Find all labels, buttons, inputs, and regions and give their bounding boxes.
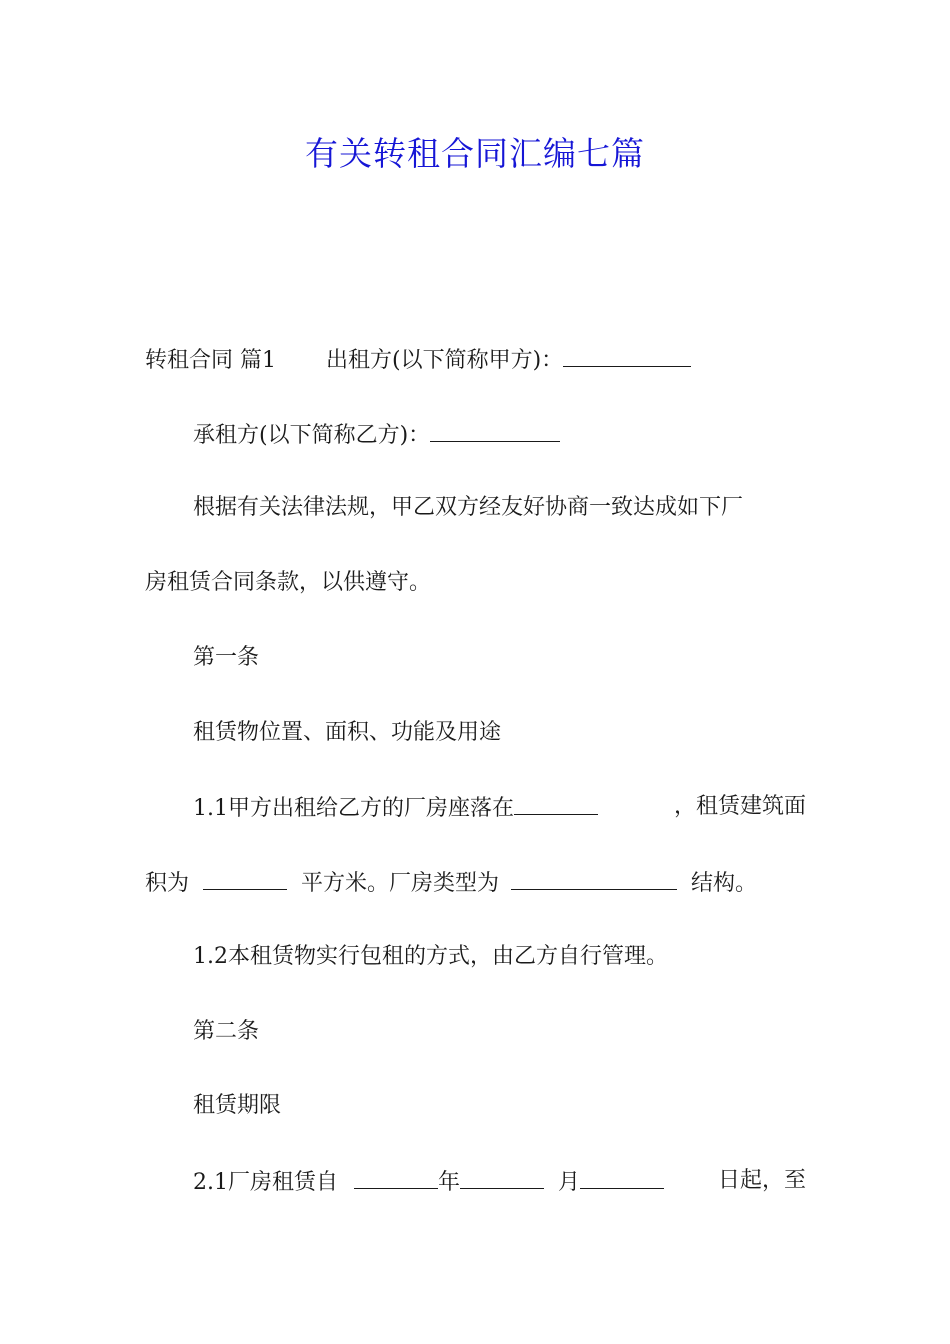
clause-1-2: 1.2本租赁物实行包租的方式，由乙方自行管理。 [193,944,668,969]
article-2-subject: 租赁期限 [193,1093,282,1118]
paragraph-lessee [193,419,858,451]
lessee-label: 承租方(以下简称乙方)： [193,423,431,448]
paragraph-intro-1: 根据有关法律法规，甲乙双方经友好协商一致达成如下厂 [193,495,744,520]
lease-start-label: 2.1厂房租赁自 [193,1170,338,1195]
clause-1-1-area-text: ，租赁建筑面 [673,794,806,819]
area-label: 积为 [145,871,190,896]
lessor-label: 出租方(以下简称甲方)： [326,348,564,373]
paragraph-lessor [145,344,810,376]
area-blank[interactable] [203,867,287,890]
clause-1-1-text: 1.1甲方出租给乙方的厂房座落在 [193,796,514,821]
article-1-heading: 第一条 [193,645,260,670]
lessor-blank[interactable] [563,344,691,367]
month-label: 月 [558,1170,581,1195]
day-blank[interactable] [580,1166,664,1189]
article-2-heading: 第二条 [193,1019,260,1044]
year-label: 年 [438,1170,461,1195]
lessee-blank[interactable] [430,419,560,442]
clause-1-1-line-2 [145,867,810,899]
document-title: 有关转租合同汇编七篇 [305,134,645,173]
clause-2-1 [193,1166,806,1198]
clause-1-1-line-1 [193,792,806,824]
year-blank[interactable] [354,1166,438,1189]
location-blank[interactable] [514,792,598,815]
section-heading-part1: 转租合同 篇1 [145,348,276,373]
area-unit-text: 平方米。厂房类型为 [301,871,500,896]
paragraph-intro-2: 房租赁合同条款，以供遵守。 [145,570,432,595]
structure-blank[interactable] [511,867,677,890]
article-1-subject: 租赁物位置、面积、功能及用途 [193,720,502,745]
month-blank[interactable] [460,1166,544,1189]
lease-end-text: 日起，至 [717,1168,806,1193]
structure-label: 结构。 [691,871,758,896]
